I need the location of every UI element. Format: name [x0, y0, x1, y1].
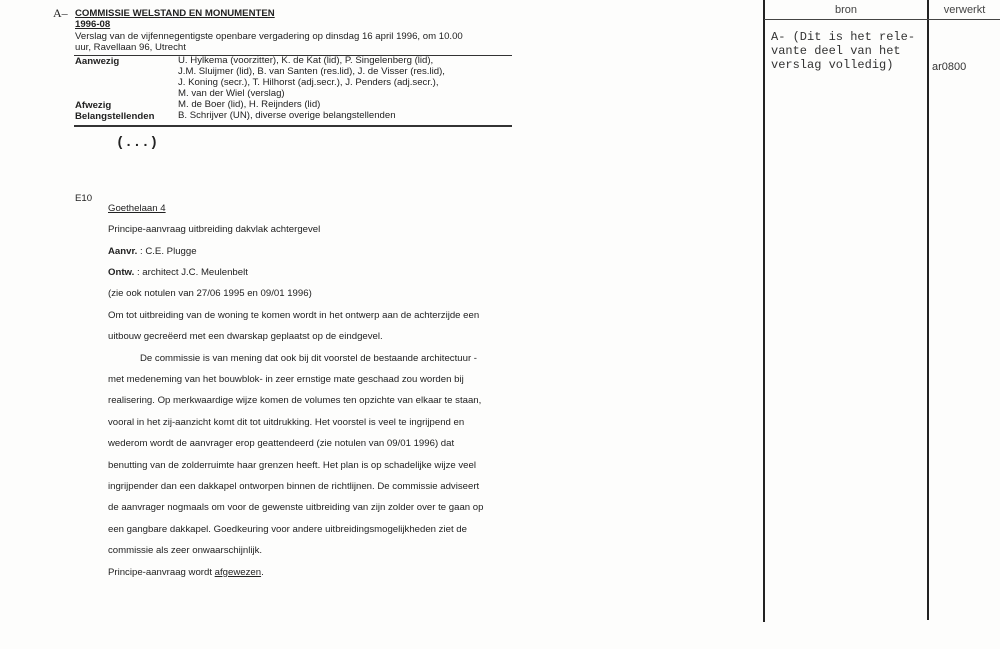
applicant-label: Aanvr.: [108, 245, 138, 257]
body-line: met medeneming van het bouwblok- in zeer ernstige mate geschaad zou worden bij: [108, 373, 464, 385]
column-rule: [927, 0, 929, 620]
attendance-line: J. Koning (secr.), T. Hilhorst (adj.secr.), J. Penders (adj.secr.),: [178, 77, 439, 88]
designer: : architect J.C. Meulenbelt: [134, 266, 248, 278]
attendance-line: B. Schrijver (UN), diverse overige belangstellenden: [178, 110, 396, 121]
body-line: wederom wordt de aanvrager erop geattendeerd (zie notulen van 09/01 1996) dat: [108, 438, 455, 450]
attendance-line: M. de Boer (lid), H. Reijnders (lid): [178, 99, 321, 110]
bron-line: verslag volledig): [771, 58, 894, 72]
body-line: benutting van de zolderruimte haar grenzen heeft. Het plan is op schadelijke wijze veel: [108, 459, 476, 471]
designer-label: Ontw.: [108, 266, 135, 278]
designer-row: [108, 268, 483, 279]
header-rule: [764, 19, 1000, 20]
attendance-label: Belangstellenden: [75, 111, 155, 122]
column-header-verwerkt: verwerkt: [943, 4, 986, 16]
verdict: afgewezen: [214, 566, 262, 578]
body-line: ingrijpender dan een dakkapel ontworpen binnen de richtlijnen. De commissie adviseert: [108, 480, 480, 492]
conclusion-text: Principe-aanvraag wordt: [108, 566, 215, 578]
applicant-row: [108, 247, 483, 258]
document-title: COMMISSIE WELSTAND EN MONUMENTEN: [75, 8, 275, 19]
bron-line: A- (Dit is het rele-: [771, 30, 916, 44]
attendance-line: J.M. Sluijmer (lid), B. van Santen (res.lid), J. de Visser (res.lid),: [178, 66, 445, 77]
omission-marker: (...): [116, 135, 159, 151]
conclusion: [108, 568, 483, 579]
body-line: de aanvrager nogmaals om voor de gewenste uitbreiding van zijn zolder over te gaan op: [108, 502, 484, 514]
body-line: realisering. Op merkwaardige wijze komen de volumes ten opzichte van elkaar te staan,: [108, 395, 482, 407]
item-code: E10: [75, 193, 93, 204]
subtitle-line: Verslag van de vijfennegentigste openbare vergadering op dinsdag 16 april 1996, om 10.00: [75, 31, 463, 42]
bron-line: vante deel van het: [771, 44, 901, 58]
body-line: uitbouw gecreëerd met een dwarskap geplaatst op de eindgevel.: [108, 331, 383, 343]
reference: (zie ook notulen van 27/06 1995 en 09/01 1996): [108, 288, 312, 300]
body-line: Om tot uitbreiding van de woning te komen wordt in het ontwerp aan de achterzijde een: [108, 309, 480, 321]
attendance-line: M. van der Wiel (verslag): [178, 88, 285, 99]
report-number: 1996-08: [75, 19, 111, 30]
attendance-label: Afwezig: [75, 100, 112, 111]
item-body: [108, 193, 483, 589]
attendance-label: Aanwezig: [75, 56, 120, 67]
column-rule: [763, 0, 765, 622]
attendance-line: U. Hylkema (voorzitter), K. de Kat (lid), P. Singelenberg (lid),: [178, 55, 434, 66]
item-subject: Principe-aanvraag uitbreiding dakvlak achtergevel: [108, 224, 321, 236]
divider: [74, 125, 512, 127]
body-line: een gangbare dakkapel. Goedkeuring voor andere uitbreidingsmogelijkheden ziet de: [108, 523, 467, 535]
section-marker: A–: [53, 6, 68, 20]
applicant: : C.E. Plugge: [137, 245, 197, 257]
item-address: Goethelaan 4: [108, 202, 166, 214]
body-line: De commissie is van mening dat ook bij dit voorstel de bestaande architectuur -: [108, 352, 477, 364]
verwerkt-code: ar0800: [932, 61, 967, 73]
subtitle-line: uur, Ravellaan 96, Utrecht: [75, 42, 186, 53]
body-line: vooral in het zij-aanzicht komt dit tot uitdrukking. Het voorstel is veel te ingrijpend en: [108, 416, 465, 428]
body-line: commissie als zeer onwaarschijnlijk.: [108, 545, 263, 557]
column-header-bron: bron: [834, 4, 858, 16]
conclusion-end: .: [261, 566, 264, 578]
